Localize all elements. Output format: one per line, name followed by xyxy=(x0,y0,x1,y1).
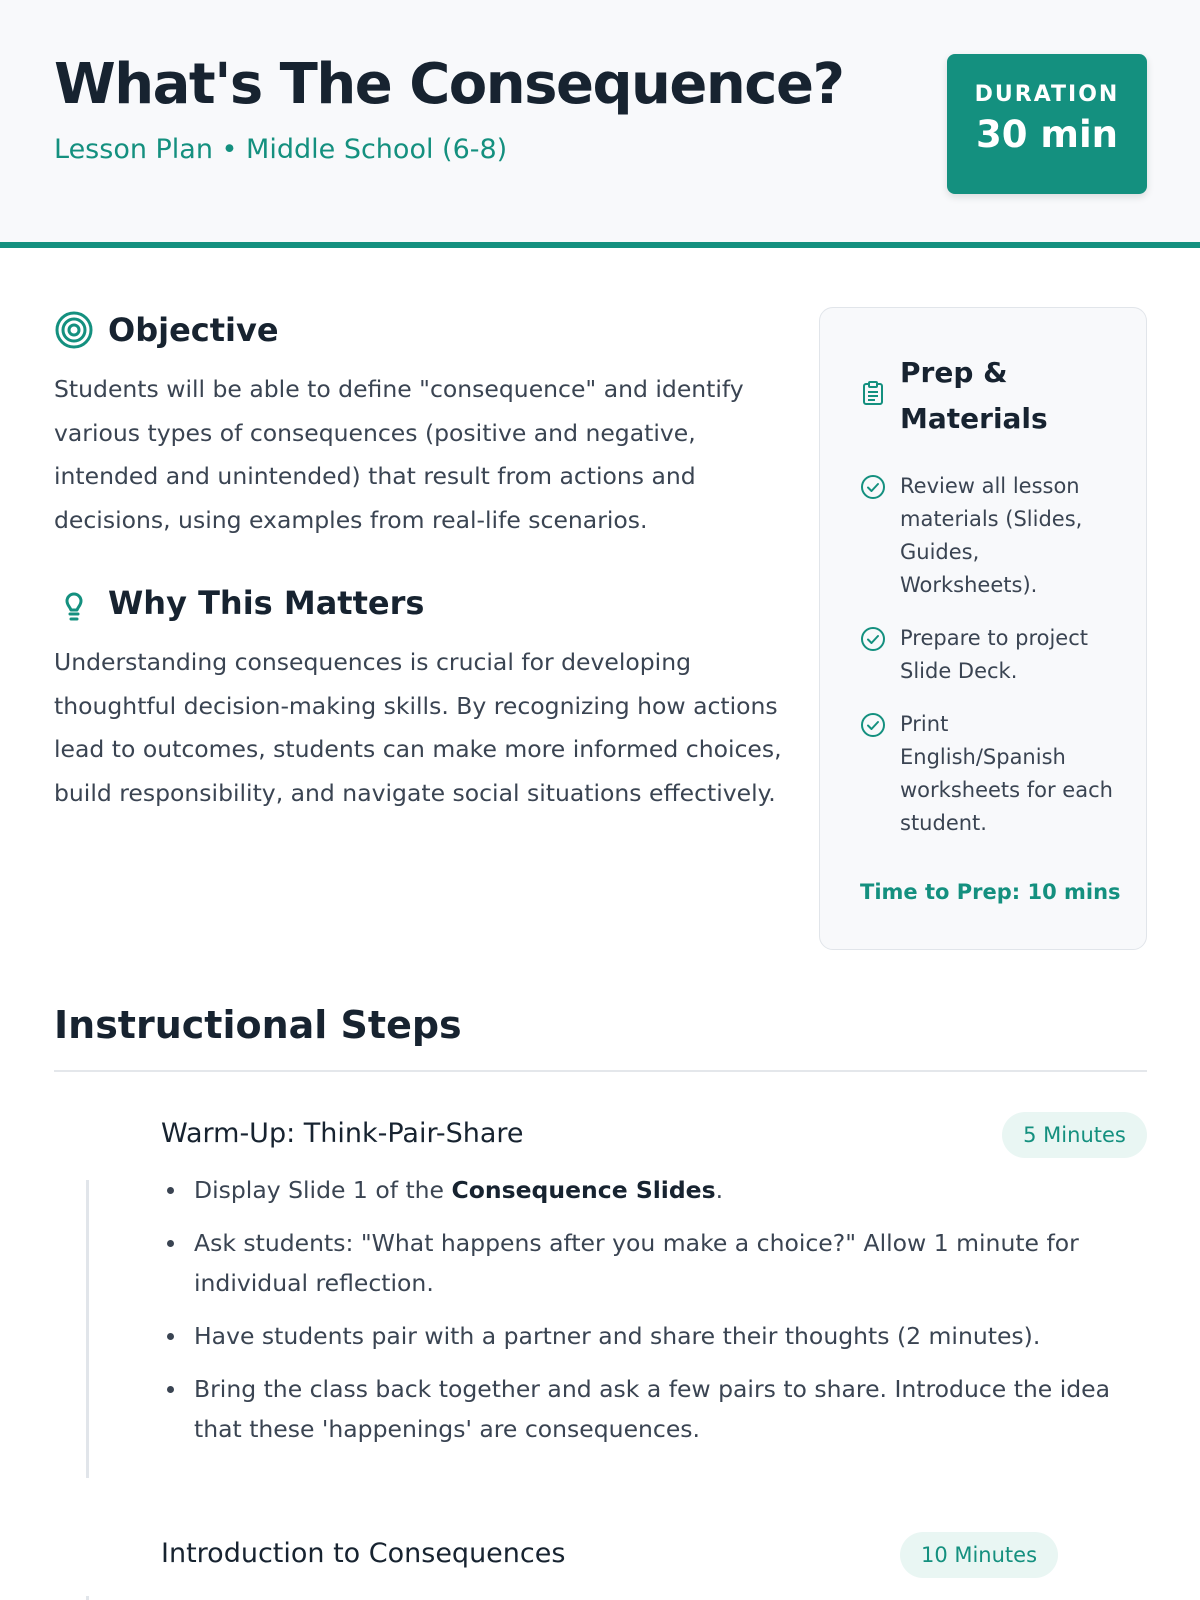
list-item: Display Slide 1 of the Consequence Slides. xyxy=(161,1170,1131,1210)
why-heading xyxy=(54,583,424,623)
list-item: Have students pair with a partner and share their thoughts (2 minutes). xyxy=(161,1316,1131,1356)
check-circle-icon xyxy=(860,626,886,652)
prep-item-text: Print English/Spanish worksheets for each student. xyxy=(900,712,1113,835)
list-item: Ask students: "What happens after you make a choice?" Allow 1 minute for individual reflection. xyxy=(161,1223,1131,1303)
check-circle-icon xyxy=(860,712,886,738)
page-title: What's The Consequence? xyxy=(54,52,844,117)
list-item xyxy=(860,470,1120,602)
target-icon xyxy=(54,310,94,350)
duration-badge xyxy=(947,54,1147,194)
steps-title: Instructional Steps xyxy=(54,1003,462,1047)
step-bullets xyxy=(161,1170,1131,1462)
why-text: Understanding consequences is crucial for developing thoughtful decision-making skills. By recognizing how actions lead to outcomes, students can make more informed choices, build responsibility, and navigate social situations effectively. xyxy=(54,648,782,807)
header xyxy=(0,0,1200,248)
duration-value: 30 min xyxy=(976,113,1118,156)
prep-time: Time to Prep: 10 mins xyxy=(860,880,1121,904)
step-timeline-bar xyxy=(86,1596,89,1600)
step-duration-badge: 10 Minutes xyxy=(900,1532,1058,1578)
clipboard-icon xyxy=(860,380,886,406)
objective-text: Students will be able to define "consequence" and identify various types of consequences (positive and negative, intended and unintended) that result from actions and decisions, using examples from real-life scenarios. xyxy=(54,375,744,534)
prep-item-text: Review all lesson materials (Slides, Guides, Worksheets). xyxy=(900,474,1083,597)
step-timeline-bar xyxy=(86,1180,89,1478)
list-item xyxy=(860,708,1120,840)
step-duration-badge: 5 Minutes xyxy=(1002,1112,1147,1158)
page-subtitle: Lesson Plan • Middle School (6-8) xyxy=(54,134,508,165)
objective-title: Objective xyxy=(108,311,279,349)
divider xyxy=(54,1070,1147,1072)
duration-label: DURATION xyxy=(974,82,1120,107)
list-item xyxy=(860,622,1120,688)
prep-heading xyxy=(860,350,1100,442)
why-title: Why This Matters xyxy=(108,584,425,622)
lightbulb-icon xyxy=(54,583,94,623)
prep-item-text: Prepare to project Slide Deck. xyxy=(900,626,1088,683)
objective-heading xyxy=(54,310,279,350)
step-title: Introduction to Consequences xyxy=(161,1538,566,1569)
prep-title: Prep & Materials xyxy=(900,356,1048,435)
list-item: Bring the class back together and ask a few pairs to share. Introduce the idea that these 'happenings' are consequences. xyxy=(161,1369,1131,1449)
prep-list xyxy=(860,470,1120,860)
bold-text: Consequence Slides xyxy=(451,1176,716,1204)
step-title: Warm-Up: Think-Pair-Share xyxy=(161,1118,524,1149)
check-circle-icon xyxy=(860,474,886,500)
prep-card xyxy=(819,307,1147,950)
